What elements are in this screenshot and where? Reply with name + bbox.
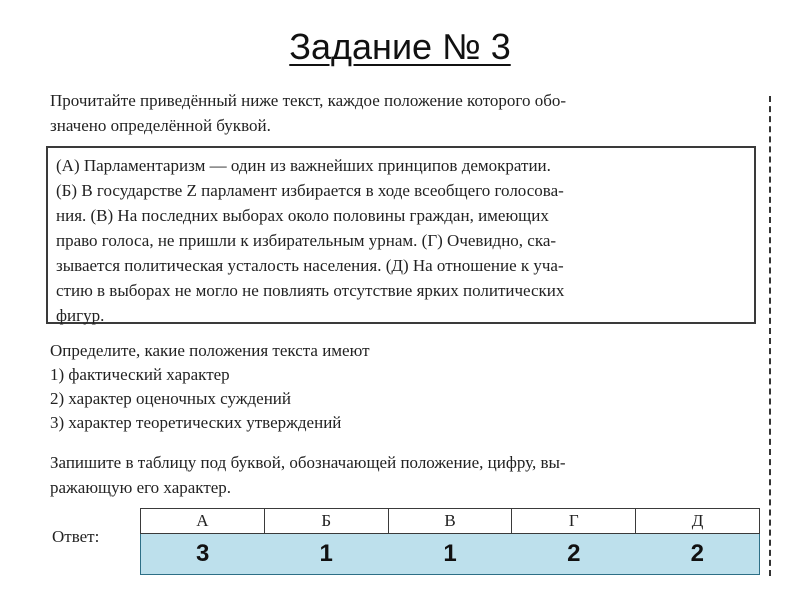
scan-edge-dashed-line <box>769 96 771 576</box>
passage-line: (Б) В государстве Z парламент избирается в ходе всеобщего голосова- <box>56 181 564 200</box>
answer-table <box>140 508 760 575</box>
answer-value-row <box>141 534 760 575</box>
answer-header-cell: Г <box>512 509 636 534</box>
passage-line: ния. (В) На последних выборах около половины граждан, имеющих <box>56 206 549 225</box>
instruction-block <box>50 450 762 500</box>
answer-value-cell: 3 <box>141 534 265 575</box>
answer-value-cell: 1 <box>264 534 388 575</box>
option-item: 3) характер теоретических утверждений <box>50 413 342 432</box>
answer-header-cell: А <box>141 509 265 534</box>
passage-line: стию в выборах не могло не повлиять отсутствие ярких политических <box>56 281 565 300</box>
answer-value-cell: 2 <box>512 534 636 575</box>
instruction-line-1: Запишите в таблицу под буквой, обозначающей положение, цифру, вы- <box>50 453 566 472</box>
passage-line: зывается политическая усталость населения. (Д) На отношение к уча- <box>56 256 564 275</box>
passage-line: (А) Парламентаризм — один из важнейших принципов демократии. <box>56 156 551 175</box>
option-item: 2) характер оценочных суждений <box>50 389 291 408</box>
answer-header-cell: Б <box>264 509 388 534</box>
intro-line-2: значено определённой буквой. <box>50 116 271 135</box>
answer-value-cell: 2 <box>636 534 760 575</box>
task-intro <box>50 88 762 138</box>
answer-header-row <box>141 509 760 534</box>
passage-line: фигур. <box>56 306 105 325</box>
intro-line-1 <box>50 88 762 113</box>
answer-header-cell: В <box>388 509 512 534</box>
answer-label: Ответ: <box>52 527 100 546</box>
option-item: 1) фактический характер <box>50 365 230 384</box>
intro-line-1-text: Прочитайте приведённый ниже текст, каждое положение которого обо- <box>50 91 567 110</box>
passage-line: право голоса, не пришли к избирательным урнам. (Г) Очевидно, ска- <box>56 231 557 250</box>
answer-value-cell: 1 <box>388 534 512 575</box>
question-block <box>50 338 762 434</box>
question-prompt: Определите, какие положения текста имеют <box>50 341 370 360</box>
instruction-line-2: ражающую его характер. <box>50 478 232 497</box>
passage-box <box>46 146 756 324</box>
page-title: Задание № 3 <box>289 26 511 67</box>
answer-header-cell: Д <box>636 509 760 534</box>
